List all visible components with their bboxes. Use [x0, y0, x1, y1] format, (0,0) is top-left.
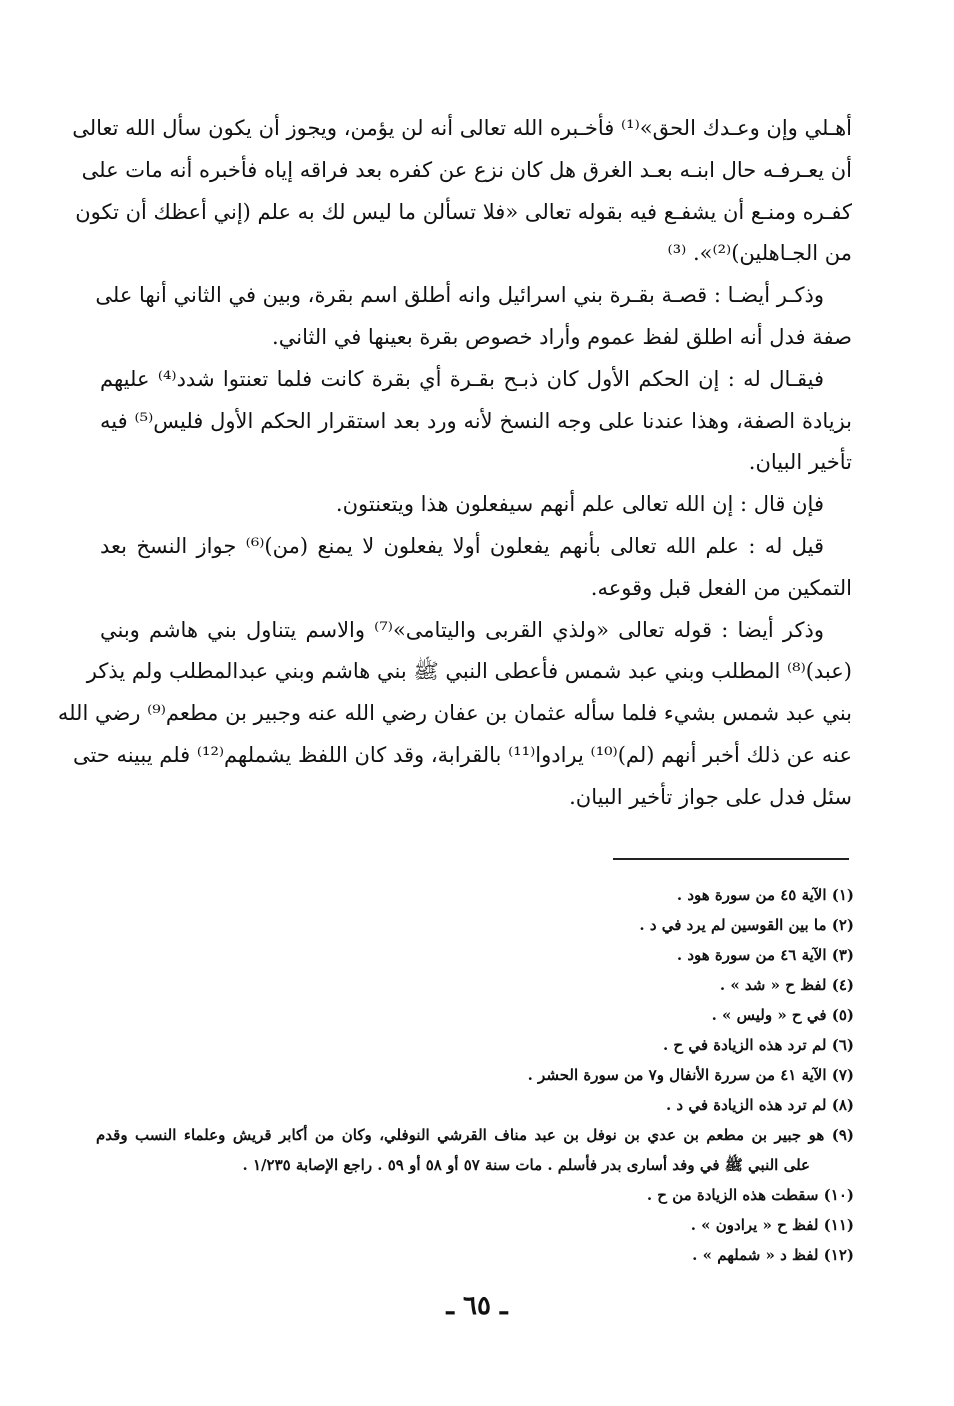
footnote: (٢) ما بين القوسين لم يرد في د .: [639, 916, 854, 934]
text-line: (عبد)⁽⁸⁾ المطلب وبني عبد شمس فأعطى النبي ﷺ بني هاشم وبني عبدالمطلب ولم يذكر: [86, 659, 852, 684]
text-line: بزيادة الصفة، وهذا عندنا على وجه النسخ لأنه ورد بعد استقرار الحكم الأول فليس⁽⁵⁾ فيه: [100, 408, 853, 433]
footnote: (٥) في ح « وليس » .: [711, 1006, 854, 1024]
text-line: بني عبد شمس بشيء فلما سأله عثمان بن عفان رضي الله عنه وجبير بن مطعم⁽⁹⁾ رضي الله: [57, 701, 852, 726]
footnote: (٧) الآية ٤١ من سررة الأنفال و٧ من سورة الحشر .: [527, 1066, 854, 1084]
text-line: عنه عن ذلك أخبر أنهم (لم)⁽¹⁰⁾ يرادوا⁽¹¹⁾ بالقرابة، وقد كان اللفظ يشملهم⁽¹²⁾ فلم يبينه حتى: [72, 742, 852, 767]
text-line: قيل له : علم الله تعالى بأنهم يفعلون أولا يفعلون لا يمنع (من)⁽⁶⁾ جواز النسخ بعد: [100, 533, 824, 558]
footnote: (٩) هو جبير بن مطعم بن عدي بن نوفل بن عبد مناف القرشي النوفلي، وكان من أكابر قريش وعلماء النسب وقدم: [96, 1126, 854, 1144]
page-number: ـ ٦٥ ـ: [446, 1291, 508, 1321]
footnotes: [96, 880, 854, 1270]
footnote: (١١) لفظ ح « يرادون » .: [690, 1216, 854, 1234]
footnote: (١٢) لفظ د « شملهم » .: [692, 1246, 854, 1264]
text-line: صفة فدل أنه اطلق لفظ عموم وأراد خصوص بقرة بعينها في الثاني.: [272, 324, 852, 349]
footnote-continuation: على النبي ﷺ في وفد أسارى بدر فأسلم . مات سنة ٥٧ أو ٥٨ أو ٥٩ . راجع الإصابة ١/٢٣٥ .: [242, 1156, 810, 1174]
footnote: (٤) لفظ ح « شد » .: [719, 976, 854, 994]
footnote: (١٠) سقطت هذه الزيادة من ح .: [646, 1186, 854, 1204]
text-line: من الجـاهلين)⁽²⁾». ⁽³⁾: [667, 241, 852, 266]
text-line: فإن قال : إن الله تعالى علم أنهم سيفعلون هذا ويتعنتون.: [335, 492, 824, 517]
text-line: أن يعـرفـه حال ابنـه بعـد الغرق هل كان نزع عن كفره بعد فراقه إياه فأخبره أنه مات على: [81, 157, 852, 182]
main-text: [57, 108, 853, 819]
text-line: أهـلي وإن وعـدك الحق»⁽¹⁾ فأخـبره الله تعالى أنه لن يؤمن، ويجوز أن يكون سأل الله تعالى: [72, 116, 852, 140]
footnote-separator: [613, 858, 849, 860]
text-line: تأخير البيان.: [748, 450, 852, 475]
text-line: كفـره ومنـع أن يشفـع فيه بقوله تعالى «فلا تسألن ما ليس لك به علم (إني أعظك أن تكون: [75, 199, 852, 224]
text-line: وذكـر أيضـا : قصـة بقـرة بني اسرائيل وانه أطلق اسم بقرة، وبين في الثاني أنها على: [95, 283, 824, 308]
footnote: (١) الآية ٤٥ من سورة هود .: [676, 886, 854, 904]
text-line: وذكر أيضا : قوله تعالى «ولذي القربى واليتامى»⁽⁷⁾ والاسم يتناول بني هاشم وبني: [100, 617, 824, 642]
text-line: سئل فدل على جواز تأخير البيان.: [569, 784, 852, 809]
footnote: (٨) لم ترد هذه الزيادة في د .: [665, 1096, 854, 1114]
footnote: (٣) الآية ٤٦ من سورة هود .: [676, 946, 854, 964]
text-line: التمكين من الفعل قبل وقوعه.: [590, 575, 852, 600]
text-line: فيقـال له : إن الحكم الأول كان ذبـح بقـرة أي بقرة كانت فلما تعنتوا شدد⁽⁴⁾ عليهم: [100, 366, 824, 391]
footnote: (٦) لم ترد هذه الزيادة في ح .: [662, 1036, 854, 1054]
